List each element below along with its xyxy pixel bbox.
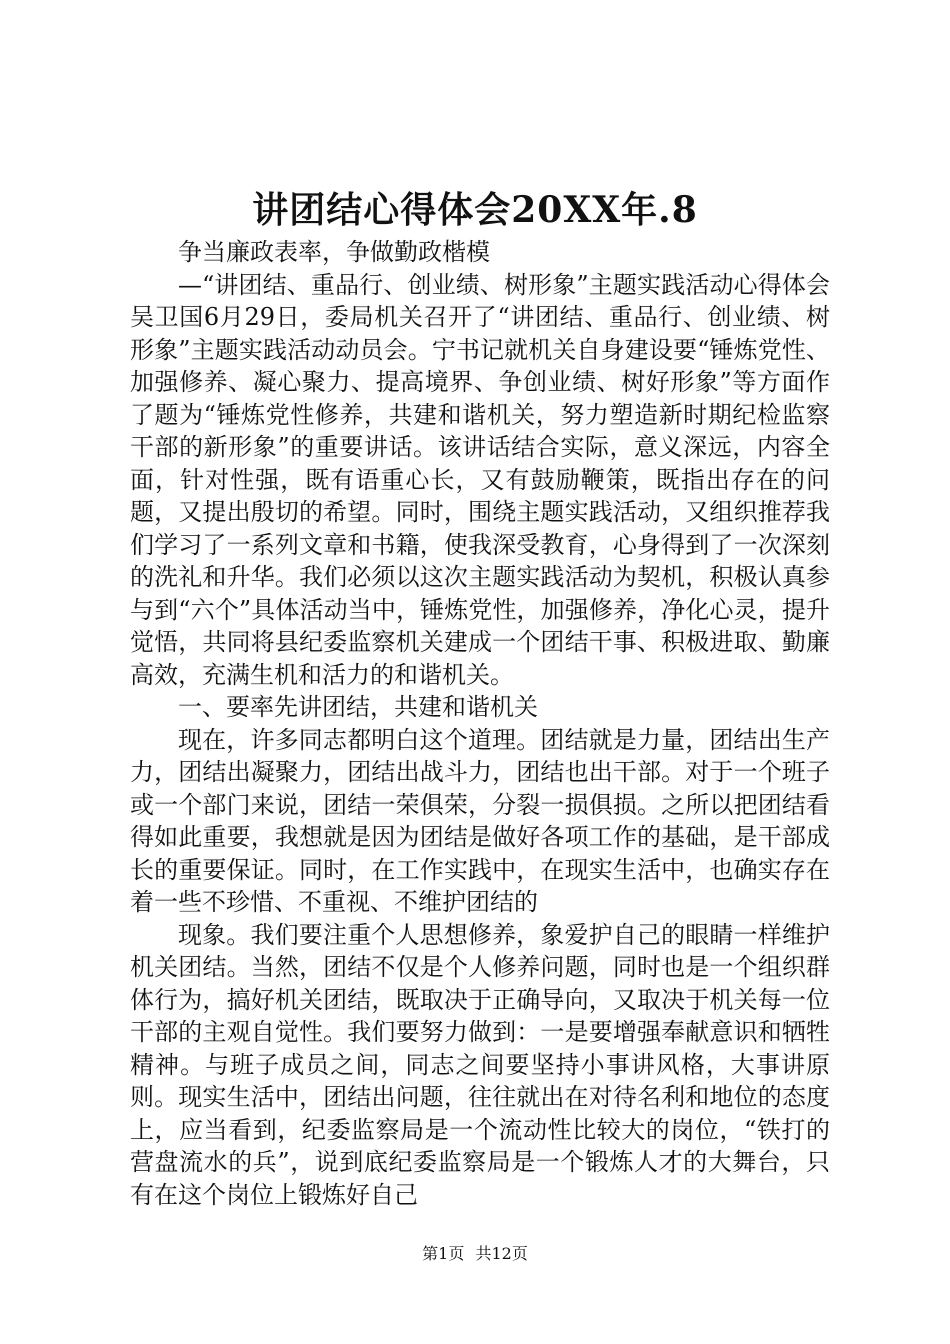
- section-heading-unity: 一、要率先讲团结，共建和谐机关: [178, 693, 538, 721]
- paragraph-intro: —“讲团结、重品行、创业绩、树形象”主题实践活动心得体会吴卫国6月29日，委局机关召开了“讲团结、重品行、创业绩、树形象”主题实践活动动员会。宁书记就机关自身建设要“锤炼党性、加强修养、凝心聚力、提高境界、争创业绩、树好形象”等方面作了题为“锤炼党性修养，共建和谐机关，努力塑造新时期纪检监察干部的新形象”的重要讲话。该讲话结合实际，意义深远，内容全面，针对性强，既有语重心长，又有鼓励鞭策，既指出存在的问题，又提出殷切的希望。同时，围绕主题实践活动，又组织推荐我们学习了一系列文章和书籍，使我深受教育，心身得到了一次深刻的洗礼和升华。我们必须以这次主题实践活动为契机，积极认真参与到“六个”具体活动当中，锤炼党性，加强修养，净化心灵，提升觉悟，共同将县纪委监察机关建成一个团结干事、积极进取、勤廉高效，充满生机和活力的和谐机关。: [130, 270, 830, 689]
- page-total: 共12页: [475, 1244, 528, 1263]
- paragraph-unity-importance: 现在，许多同志都明白这个道理。团结就是力量，团结出生产力，团结出凝聚力，团结出战斗力，团结也出干部。对于一个班子或一个部门来说，团结一荣俱荣，分裂一损俱损。之所以把团结看得如此重要，我想就是因为团结是做好各项工作的基础，是干部成长的重要保证。同时，在工作实践中，在现实生活中，也确实存在着一些不珍惜、不重视、不维护团结的: [130, 725, 830, 916]
- paragraph-subtitle: 争当廉政表率，争做勤政楷模: [178, 238, 490, 266]
- page-number: 第1页: [422, 1244, 465, 1263]
- page-footer: [0, 1242, 950, 1266]
- document-body: [130, 236, 830, 1211]
- paragraph-unity-measures: 现象。我们要注重个人思想修养，象爱护自己的眼睛一样维护机关团结。当然，团结不仅是个人修养问题，同时也是一个组织群体行为，搞好机关团结，既取决于正确导向，又取决于机关每一位干部的主观自觉性。我们要努力做到：一是要增强奉献意识和牺牲精神。与班子成员之间，同志之间要坚持小事讲风格，大事讲原则。现实生活中，团结出问题，往往就出在对待名利和地位的态度上，应当看到，纪委监察局是一个流动性比较大的岗位，“铁打的营盘流水的兵”，说到底纪委监察局是一个锻炼人才的大舞台，只有在这个岗位上锻炼好自己: [130, 920, 830, 1209]
- document-title: 讲团结心得体会20XX年.8: [252, 189, 698, 231]
